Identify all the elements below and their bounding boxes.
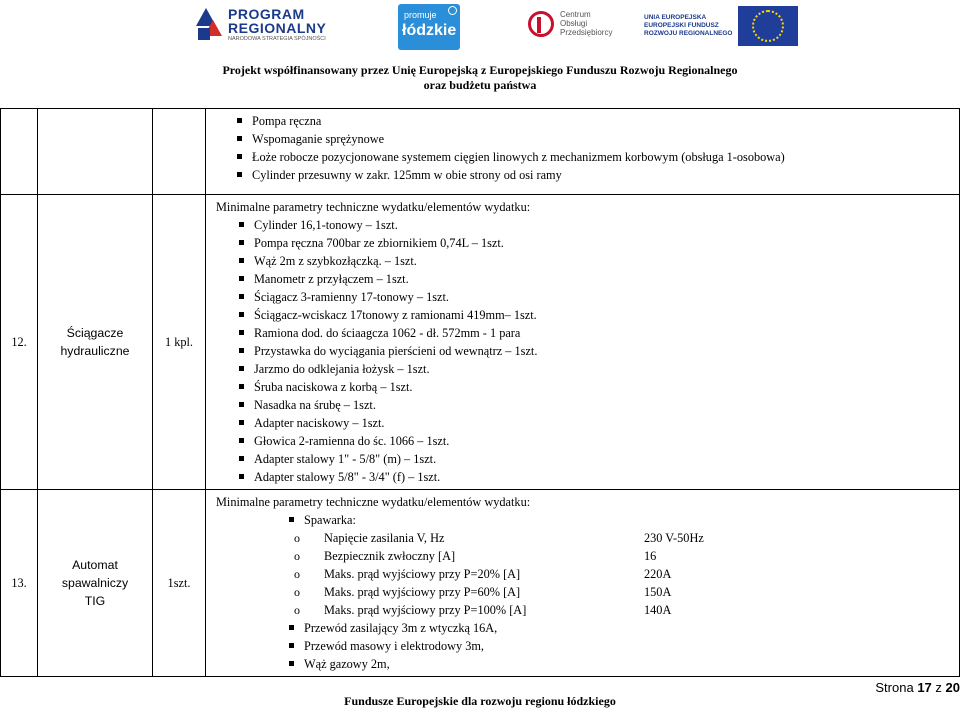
list-item: Przewód masowy i elektrodowy 3m, [284, 637, 955, 655]
parameter-label: Bezpiecznik zwłoczny [A] [324, 549, 456, 563]
parameter-value: 140A [644, 603, 672, 617]
list-item: Adapter naciskowy – 1szt. [234, 414, 955, 432]
logo-text: PROGRAM [228, 6, 305, 23]
eu-flag-icon [738, 6, 798, 46]
item-name-line: hydrauliczne [60, 344, 130, 358]
footer-text: Fundusze Europejskie dla rozwoju regionu łódzkiego [344, 694, 616, 708]
parameter-list [216, 529, 955, 619]
parameter-item [294, 601, 955, 619]
quantity-cell [153, 109, 206, 195]
logo-text: łódzkie [402, 22, 457, 39]
item-name-cell [38, 195, 153, 490]
program-regionalny-mark-icon [196, 6, 222, 44]
promuje-lodzkie-logo [398, 4, 460, 50]
spec-cell [206, 109, 960, 195]
logo-text: Obsługi [560, 19, 588, 29]
logo-text: NARODOWA STRATEGIA SPÓJNOŚCI [228, 36, 326, 43]
centrum-obslugi-logo [528, 10, 612, 38]
list-item: Głowica 2-ramienna do śc. 1066 – 1szt. [234, 432, 955, 450]
table-row [1, 195, 960, 490]
parameter-label: Napięcie zasilania V, Hz [324, 531, 445, 545]
parameter-value: 230 V-50Hz [644, 531, 704, 545]
list-item: Manometr z przyłączem – 1szt. [234, 270, 955, 288]
logo-text: ROZWOJU REGIONALNEGO [644, 29, 733, 37]
parameter-label: Maks. prąd wyjściowy przy P=100% [A] [324, 603, 527, 617]
spec-list [216, 511, 955, 529]
spec-list [216, 216, 955, 486]
logo-text: Centrum [560, 10, 591, 19]
list-item: Adapter stalowy 5/8" - 3/4" (f) – 1szt. [234, 468, 955, 486]
logo-text: REGIONALNY [228, 20, 327, 37]
parameter-item [294, 565, 955, 583]
page-separator: z [935, 680, 942, 695]
list-item: Łoże robocze pozycjonowane systemem cięgien linowych z mechanizmem korbowym (obsługa 1-osobowa) [232, 148, 955, 166]
project-header-line: oraz budżetu państwa [423, 78, 537, 92]
list-item: Ściągacz 3-ramienny 17-tonowy – 1szt. [234, 288, 955, 306]
item-name-line: TIG [84, 594, 106, 608]
item-name-cell [38, 109, 153, 195]
list-item: Pompa ręczna [232, 112, 955, 130]
table-row [1, 109, 960, 195]
parameter-value: 16 [644, 549, 657, 563]
list-item: Cylinder przesuwny w zakr. 125mm w obie strony od osi ramy [232, 166, 955, 184]
item-name-cell [38, 490, 153, 677]
page-prefix: Strona [875, 680, 914, 695]
list-item: Pompa ręczna 700bar ze zbiornikiem 0,74L – 1szt. [234, 234, 955, 252]
logo-text: UNIA EUROPEJSKA [644, 14, 707, 22]
list-item: Ramiona dod. do ściaagcza 1062 - dł. 572mm - 1 para [234, 324, 955, 342]
list-item: Wąż 2m z szybkozłączką. – 1szt. [234, 252, 955, 270]
list-item: Jarzmo do odklejania łożysk – 1szt. [234, 360, 955, 378]
spec-heading: Minimalne parametry techniczne wydatku/elementów wydatku: [216, 495, 531, 509]
row-number-cell: 12. [1, 195, 38, 490]
spec-list [216, 112, 955, 184]
logo-bar [0, 0, 960, 62]
spec-cell [206, 490, 960, 677]
row-number-cell [1, 109, 38, 195]
logo-text: promuje [404, 10, 437, 20]
list-item: Ściągacz-wciskacz 17tonowy z ramionami 419mm– 1szt. [234, 306, 955, 324]
item-name-line: spawalniczy [61, 576, 129, 590]
list-item: Śruba naciskowa z korbą – 1szt. [234, 378, 955, 396]
parameter-item [294, 583, 955, 601]
list-item: Spawarka: [284, 511, 955, 529]
spec-heading: Minimalne parametry techniczne wydatku/elementów wydatku: [216, 200, 531, 214]
parameter-item [294, 547, 955, 565]
row-number-cell: 13. [1, 490, 38, 677]
logo-text: EUROPEJSKI FUNDUSZ [644, 22, 719, 30]
specification-table [0, 108, 960, 677]
list-item: Nasadka na śrubę – 1szt. [234, 396, 955, 414]
quantity-cell: 1 kpl. [153, 195, 206, 490]
list-item: Cylinder 16,1-tonowy – 1szt. [234, 216, 955, 234]
parameter-value: 150A [644, 585, 672, 599]
page-current: 17 [917, 680, 932, 695]
list-item: Przystawka do wyciągania pierścieni od wewnątrz – 1szt. [234, 342, 955, 360]
project-header-line: Projekt współfinansowany przez Unię Europejską z Europejskiego Funduszu Rozwoju Regionalnego [222, 63, 738, 77]
registered-mark-icon [448, 6, 457, 15]
parameter-item [294, 529, 955, 547]
spec-list [216, 619, 955, 673]
quantity-cell: 1szt. [153, 490, 206, 677]
project-header [0, 63, 960, 93]
parameter-value: 220A [644, 567, 672, 581]
parameter-label: Maks. prąd wyjściowy przy P=60% [A] [324, 585, 521, 599]
spec-cell [206, 195, 960, 490]
table-row [1, 490, 960, 677]
list-item: Przewód zasilający 3m z wtyczką 16A, [284, 619, 955, 637]
page-number [875, 680, 960, 695]
cop-mark-icon [528, 11, 554, 37]
page-total: 20 [945, 680, 960, 695]
list-item: Wąż gazowy 2m, [284, 655, 955, 673]
list-item: Adapter stalowy 1" - 5/8" (m) – 1szt. [234, 450, 955, 468]
program-regionalny-logo [196, 6, 326, 44]
parameter-label: Maks. prąd wyjściowy przy P=20% [A] [324, 567, 521, 581]
logo-text: Przedsiębiorcy [560, 28, 613, 38]
item-name-line: Automat [72, 558, 118, 572]
list-item: Wspomaganie sprężynowe [232, 130, 955, 148]
eu-logo [644, 6, 798, 46]
item-name-line: Ściągacze [66, 326, 124, 340]
